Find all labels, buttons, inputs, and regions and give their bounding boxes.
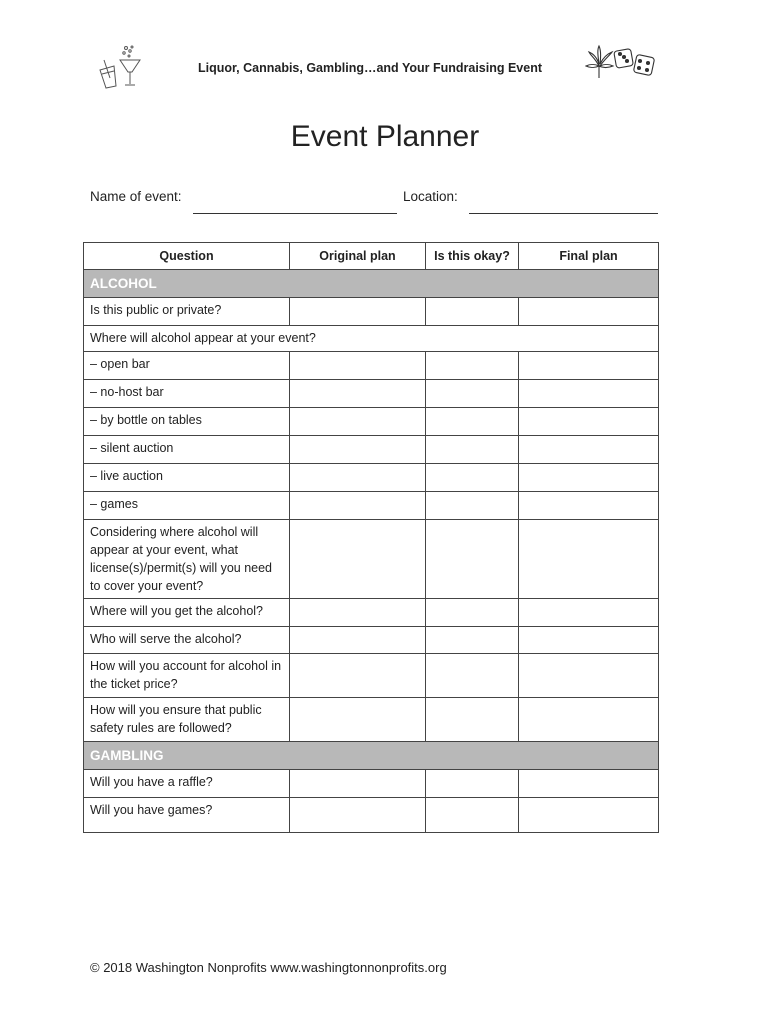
final-plan-cell[interactable] [519,698,659,742]
footer-copyright: © 2018 Washington Nonprofits www.washingtonnonprofits.org [90,960,447,975]
section-heading: GAMBLING [84,742,659,770]
location-field[interactable] [469,213,658,214]
final-plan-cell[interactable] [519,770,659,798]
original-plan-cell[interactable] [290,352,426,380]
question-cell: Is this public or private? [84,298,290,326]
section-row-gambling [84,742,659,770]
is-this-okay-cell[interactable] [426,492,519,520]
table-row [84,352,659,380]
original-plan-cell[interactable] [290,627,426,654]
is-this-okay-cell[interactable] [426,408,519,436]
question-cell: – silent auction [84,436,290,464]
location-label: Location: [403,189,458,204]
column-header-final-plan: Final plan [519,243,659,270]
final-plan-cell[interactable] [519,408,659,436]
is-this-okay-cell[interactable] [426,520,519,599]
original-plan-cell[interactable] [290,464,426,492]
original-plan-cell[interactable] [290,520,426,599]
table-row [84,627,659,654]
question-cell: How will you ensure that public safety rules are followed? [84,698,290,742]
question-cell: – games [84,492,290,520]
is-this-okay-cell[interactable] [426,798,519,833]
section-heading: ALCOHOL [84,270,659,298]
question-cell: – no-host bar [84,380,290,408]
is-this-okay-cell[interactable] [426,298,519,326]
table-row [84,492,659,520]
section-row-alcohol [84,270,659,298]
table-row [84,770,659,798]
event-name-label: Name of event: [90,189,182,204]
table-row [84,408,659,436]
final-plan-cell[interactable] [519,627,659,654]
table-row [84,464,659,492]
table-row [84,698,659,742]
table-row [84,436,659,464]
question-cell: – live auction [84,464,290,492]
original-plan-cell[interactable] [290,770,426,798]
table-row [84,326,659,352]
is-this-okay-cell[interactable] [426,352,519,380]
question-cell: – by bottle on tables [84,408,290,436]
event-name-field[interactable] [193,213,397,214]
column-header-is-this-okay: Is this okay? [426,243,519,270]
final-plan-cell[interactable] [519,599,659,627]
question-cell: Where will alcohol appear at your event? [84,326,659,352]
original-plan-cell[interactable] [290,654,426,698]
table-row [84,520,659,599]
event-planner-table [83,242,659,833]
question-cell: Where will you get the alcohol? [84,599,290,627]
original-plan-cell[interactable] [290,436,426,464]
table-row [84,654,659,698]
original-plan-cell[interactable] [290,492,426,520]
column-header-original-plan: Original plan [290,243,426,270]
table-row [84,798,659,833]
is-this-okay-cell[interactable] [426,436,519,464]
page-title: Event Planner [290,120,480,153]
final-plan-cell[interactable] [519,492,659,520]
table-header-row [84,243,659,270]
original-plan-cell[interactable] [290,298,426,326]
final-plan-cell[interactable] [519,654,659,698]
original-plan-cell[interactable] [290,698,426,742]
final-plan-cell[interactable] [519,352,659,380]
is-this-okay-cell[interactable] [426,627,519,654]
final-plan-cell[interactable] [519,520,659,599]
question-cell: How will you account for alcohol in the ticket price? [84,654,290,698]
question-cell: Who will serve the alcohol? [84,627,290,654]
final-plan-cell[interactable] [519,298,659,326]
is-this-okay-cell[interactable] [426,698,519,742]
cannabis-leaf-dice-icon [585,44,663,84]
table-row [84,599,659,627]
final-plan-cell[interactable] [519,464,659,492]
final-plan-cell[interactable] [519,436,659,464]
running-header: Liquor, Cannabis, Gambling…and Your Fundraising Event [197,61,542,75]
final-plan-cell[interactable] [519,380,659,408]
is-this-okay-cell[interactable] [426,380,519,408]
question-cell: – open bar [84,352,290,380]
is-this-okay-cell[interactable] [426,770,519,798]
is-this-okay-cell[interactable] [426,599,519,627]
original-plan-cell[interactable] [290,408,426,436]
original-plan-cell[interactable] [290,380,426,408]
original-plan-cell[interactable] [290,599,426,627]
column-header-question: Question [84,243,290,270]
is-this-okay-cell[interactable] [426,654,519,698]
final-plan-cell[interactable] [519,798,659,833]
is-this-okay-cell[interactable] [426,464,519,492]
table-row [84,298,659,326]
table-row [84,380,659,408]
question-cell: Considering where alcohol will appear at your event, what license(s)/permit(s) will you need to cover your event? [84,520,290,599]
original-plan-cell[interactable] [290,798,426,833]
cocktail-glasses-icon [96,44,146,92]
question-cell: Will you have games? [84,798,290,833]
question-cell: Will you have a raffle? [84,770,290,798]
